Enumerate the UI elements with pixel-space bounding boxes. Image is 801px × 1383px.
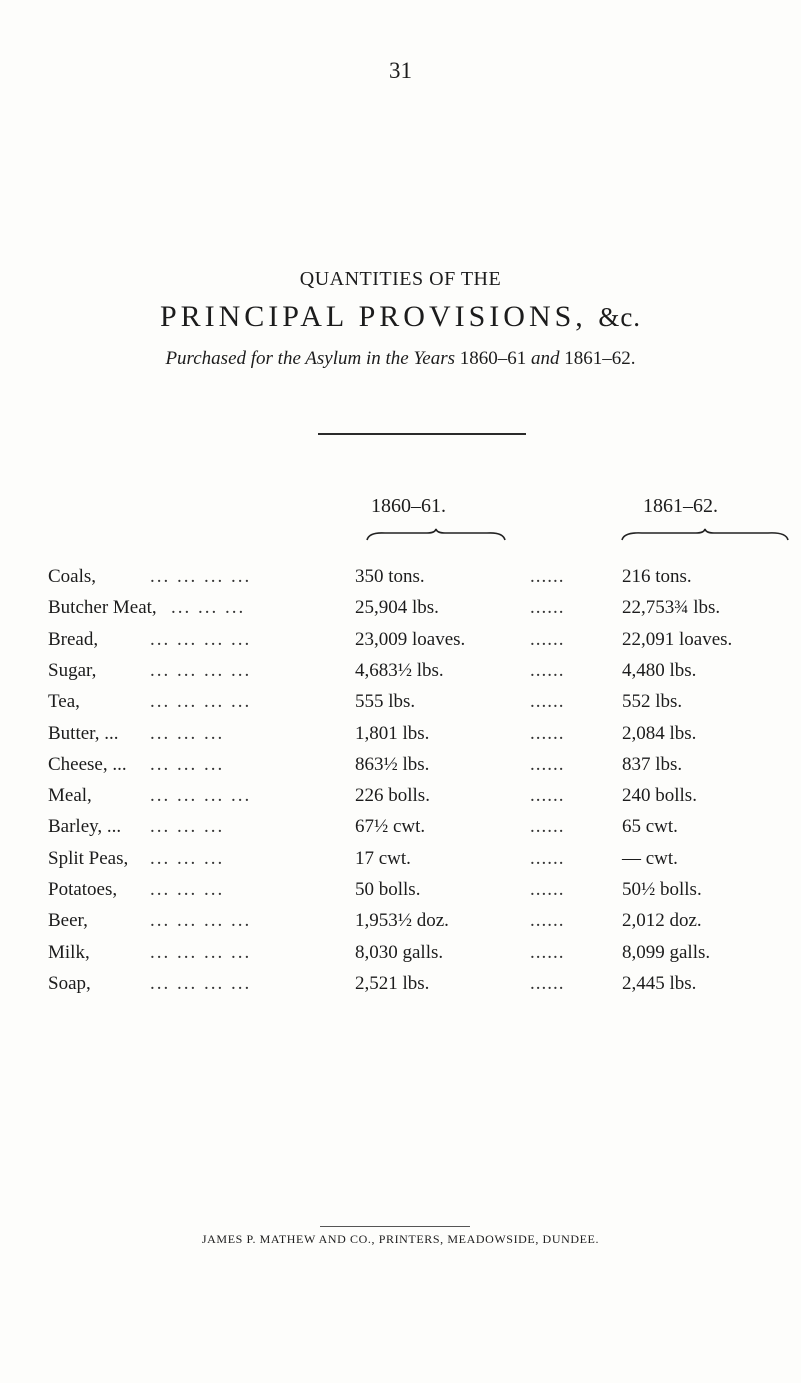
row-label: Meal, [48, 785, 92, 807]
row-mid-dots: ...... [530, 785, 565, 807]
row-leader-dots: ... ... ... [171, 597, 246, 619]
table-row [0, 754, 801, 788]
value-1860-61: 1,801 lbs. [355, 722, 430, 744]
brace-1861-62 [620, 528, 790, 542]
row-leader-dots: ... ... ... ... [150, 659, 252, 681]
subtitle-year-2: 1861–62. [564, 348, 636, 369]
value-1860-61: 17 cwt. [355, 847, 411, 869]
table-row [0, 816, 801, 850]
title-etc: &c. [598, 302, 642, 332]
row-leader-dots: ... ... ... ... [150, 941, 252, 963]
row-leader-dots: ... ... ... [150, 816, 225, 838]
table-row [0, 785, 801, 819]
title-line-2 [0, 300, 801, 334]
row-label: Cheese, ... [48, 753, 127, 775]
value-1860-61: 50 bolls. [355, 879, 421, 900]
subtitle-and: and [531, 348, 560, 369]
table-row [0, 879, 801, 913]
subtitle-year-1: 1860–61 [459, 348, 527, 369]
title-line-1: QUANTITIES OF THE [299, 268, 502, 290]
row-label: Soap, [48, 972, 91, 994]
printer-rule [320, 1226, 470, 1227]
table-row [0, 942, 801, 976]
row-label: Tea, [48, 691, 80, 713]
brace-1860-61 [365, 528, 507, 542]
value-1860-61: 4,683½ lbs. [355, 659, 444, 681]
value-1861-62: 2,012 doz. [622, 910, 702, 932]
table-row [0, 566, 801, 600]
row-mid-dots: ...... [530, 816, 565, 838]
value-1860-61: 1,953½ doz. [355, 910, 449, 932]
row-leader-dots: ... ... ... ... [150, 910, 252, 932]
table-row [0, 848, 801, 882]
subtitle [0, 348, 801, 370]
row-label: Butcher Meat, [48, 597, 157, 619]
row-label: Potatoes, [48, 879, 118, 900]
subtitle-italic: Purchased for the Asylum in the Years [165, 348, 456, 369]
row-mid-dots: ...... [530, 722, 565, 744]
row-label: Barley, ... [48, 816, 122, 838]
row-label: Beer, [48, 910, 88, 932]
value-1860-61: 863½ lbs. [355, 753, 430, 775]
value-1861-62: 2,445 lbs. [622, 972, 697, 994]
value-1860-61: 23,009 loaves. [355, 628, 466, 650]
row-mid-dots: ...... [530, 847, 565, 869]
row-mid-dots: ...... [530, 628, 565, 650]
row-label: Butter, ... [48, 722, 119, 744]
row-leader-dots: ... ... ... ... [150, 691, 252, 713]
value-1861-62: 8,099 galls. [622, 941, 711, 963]
value-1861-62: 4,480 lbs. [622, 659, 697, 681]
row-mid-dots: ...... [530, 941, 565, 963]
row-mid-dots: ...... [530, 597, 565, 619]
row-mid-dots: ...... [530, 659, 565, 681]
table-row [0, 723, 801, 757]
column-header-1860-61: 1860–61. [371, 495, 446, 517]
value-1860-61: 67½ cwt. [355, 816, 426, 838]
value-1861-62: 240 bolls. [622, 785, 697, 807]
value-1860-61: 2,521 lbs. [355, 972, 430, 994]
row-label: Bread, [48, 628, 99, 650]
row-label: Coals, [48, 566, 97, 587]
value-1861-62: 65 cwt. [622, 816, 678, 838]
page-number: 31 [389, 58, 412, 83]
row-leader-dots: ... ... ... ... [150, 628, 252, 650]
row-leader-dots: ... ... ... [150, 722, 225, 744]
value-1860-61: 350 tons. [355, 566, 425, 587]
row-mid-dots: ...... [530, 910, 565, 932]
table-row [0, 660, 801, 694]
value-1861-62: 22,753¾ lbs. [622, 597, 721, 619]
row-mid-dots: ...... [530, 691, 565, 713]
value-1860-61: 555 lbs. [355, 691, 416, 713]
value-1861-62: — cwt. [622, 847, 678, 869]
column-header-1861-62: 1861–62. [643, 495, 718, 517]
row-label: Milk, [48, 941, 90, 963]
value-1861-62: 837 lbs. [622, 753, 683, 775]
value-1861-62: 22,091 loaves. [622, 628, 733, 650]
value-1861-62: 50½ bolls. [622, 879, 702, 900]
value-1860-61: 8,030 galls. [355, 941, 444, 963]
row-mid-dots: ...... [530, 879, 565, 900]
table-row [0, 973, 801, 1007]
divider-rule [318, 433, 526, 435]
value-1860-61: 25,904 lbs. [355, 597, 439, 619]
table-row [0, 691, 801, 725]
row-leader-dots: ... ... ... [150, 753, 225, 775]
value-1861-62: 216 tons. [622, 566, 692, 587]
row-leader-dots: ... ... ... ... [150, 566, 252, 587]
table-row [0, 629, 801, 663]
table-row [0, 597, 801, 631]
row-label: Split Peas, [48, 847, 129, 869]
value-1861-62: 552 lbs. [622, 691, 683, 713]
value-1861-62: 2,084 lbs. [622, 722, 697, 744]
row-leader-dots: ... ... ... ... [150, 785, 252, 807]
row-mid-dots: ...... [530, 566, 565, 587]
row-mid-dots: ...... [530, 972, 565, 994]
printer-imprint: JAMES P. MATHEW AND CO., PRINTERS, MEADOWSIDE, DUNDEE. [201, 1232, 600, 1246]
row-leader-dots: ... ... ... ... [150, 972, 252, 994]
title-main: PRINCIPAL PROVISIONS, [159, 300, 587, 333]
row-mid-dots: ...... [530, 753, 565, 775]
row-leader-dots: ... ... ... [150, 847, 225, 869]
value-1860-61: 226 bolls. [355, 785, 430, 807]
table-row [0, 910, 801, 944]
row-leader-dots: ... ... ... [150, 879, 225, 900]
row-label: Sugar, [48, 659, 97, 681]
